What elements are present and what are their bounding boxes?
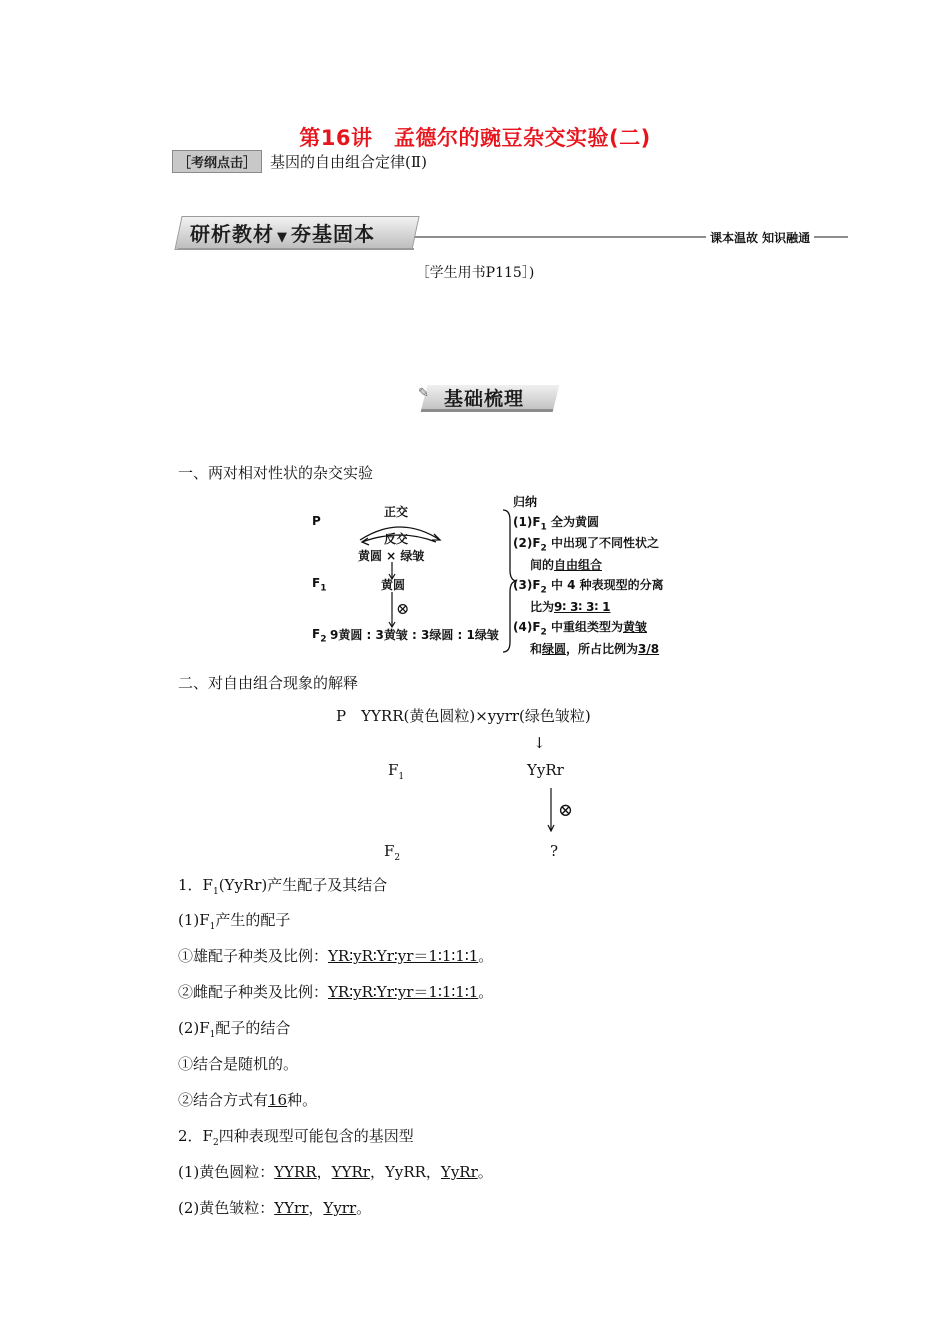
section-1-heading: 一、两对相对性状的杂交实验 bbox=[178, 464, 374, 482]
selfing-icon: ⊗ bbox=[558, 800, 574, 821]
summary-4-cont: 和绿圆，所占比例为3/8 bbox=[530, 642, 660, 656]
item-1-2: $(2)F_1$配子的结合 bbox=[178, 1019, 291, 1040]
diagram-f1-label: $F_1$ bbox=[312, 576, 327, 594]
fusion-ways: ②结合方式有16种。 bbox=[178, 1091, 318, 1109]
item-1-1: $(1)F_1$产生的配子 bbox=[178, 911, 291, 932]
page-title: 第16讲 孟德尔的豌豆杂交实验(二) bbox=[299, 126, 651, 150]
summary-2-cont: 间的自由组合 bbox=[530, 558, 603, 572]
arrow-down-icon bbox=[546, 788, 556, 832]
parental-cross: P YYRR(黄色圆粒)×yyrr(绿色皱粒) bbox=[336, 707, 591, 725]
summary-3: $(3)F_2$ 中 4 种表现型的分离 bbox=[513, 578, 664, 596]
summary-title: 归纳 bbox=[513, 495, 538, 509]
item-2: 2．$F_2$四种表现型可能包含的基因型 bbox=[178, 1127, 414, 1148]
banner-arrow-icon: ▼ bbox=[277, 230, 288, 245]
book-reference: ［学生用书P115］) bbox=[415, 265, 535, 281]
female-gametes: ②雌配子种类及比例：YR∶yR∶Yr∶yr＝1∶1∶1∶1。 bbox=[178, 983, 494, 1001]
f1-genotype: YyRr bbox=[527, 761, 564, 779]
diagram-f1-value: 黄圆 bbox=[381, 578, 406, 592]
diagram-cross: 黄圆 × 绿皱 bbox=[358, 549, 425, 563]
summary-3-cont: 比为9∶ 3∶ 3∶ 1 bbox=[530, 600, 611, 614]
diagram-zhengjiao: 正交 bbox=[384, 505, 409, 519]
male-gametes: ①雄配子种类及比例：YR∶yR∶Yr∶yr＝1∶1∶1∶1。 bbox=[178, 947, 494, 965]
section-banner-title bbox=[190, 218, 375, 247]
subsection-title: 基础梳理 bbox=[444, 388, 525, 410]
arrow-down-icon: ↓ bbox=[533, 734, 546, 752]
yellow-round-genotypes: (1)黄色圆粒：YYRR，YYRr，YyRR，YyRr。 bbox=[178, 1163, 493, 1181]
banner-underline bbox=[178, 248, 414, 250]
item-1: 1．$F_1(YyRr)$产生配子及其结合 bbox=[178, 876, 388, 897]
section-2-heading: 二、对自由组合现象的解释 bbox=[178, 674, 359, 692]
yellow-wrinkled-genotypes: (2)黄色皱粒：YYrr，Yyrr。 bbox=[178, 1199, 372, 1217]
f1-label: $F_1$ bbox=[388, 761, 405, 782]
selfing-icon: ⊗ bbox=[396, 599, 410, 618]
reciprocal-arrows bbox=[350, 512, 450, 552]
summary-2: $(2)F_2$ 中出现了不同性状之 bbox=[513, 536, 659, 554]
pencil-icon: ✎ bbox=[418, 386, 429, 401]
random-fusion: ①结合是随机的。 bbox=[178, 1055, 299, 1073]
syllabus-line bbox=[172, 150, 427, 173]
banner-right-text: 夯基固本 bbox=[291, 222, 375, 246]
summary-1: $(1)F_1$ 全为黄圆 bbox=[513, 515, 599, 533]
syllabus-text: 基因的自由组合定律(Ⅱ) bbox=[270, 153, 427, 171]
summary-4: $(4)F_2$ 中重组类型为黄皱 bbox=[513, 620, 647, 638]
banner-tail: 课本温故 知识融通 bbox=[706, 229, 814, 246]
f2-value: ? bbox=[550, 842, 559, 860]
banner-left-text: 研析教材 bbox=[190, 222, 274, 246]
diagram-f2-label: $F_2$ bbox=[312, 627, 327, 645]
diagram-fanjiao: 反交 bbox=[384, 532, 409, 546]
syllabus-badge: ［考纲点击］ bbox=[172, 150, 262, 173]
f2-label: $F_2$ bbox=[384, 842, 401, 863]
diagram-f2-value: 9黄圆 : 3黄皱 : 3绿圆 : 1绿皱 bbox=[330, 628, 499, 642]
diagram-p-label: P bbox=[312, 514, 321, 528]
